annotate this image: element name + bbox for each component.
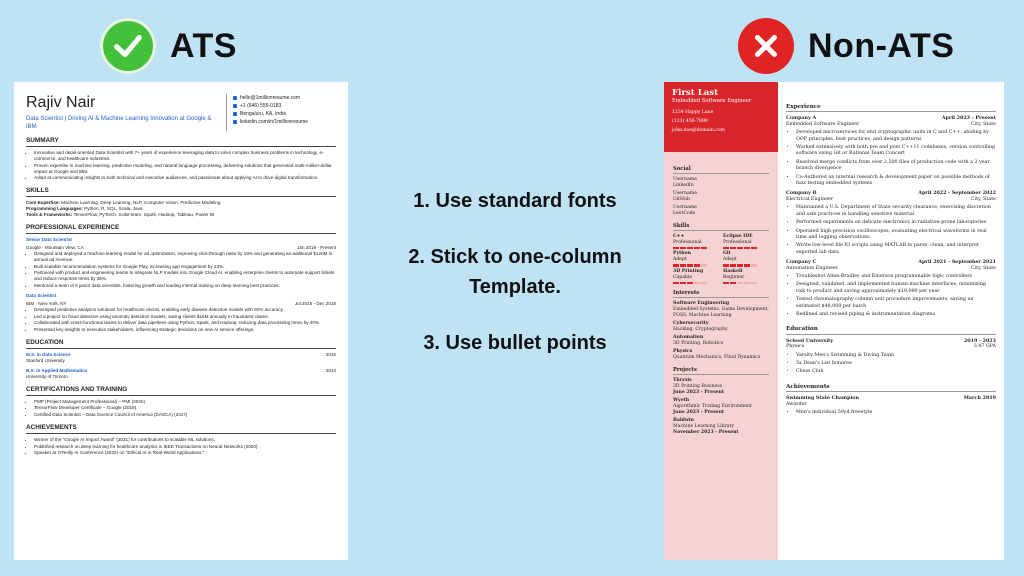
skills-heading: Skills	[673, 223, 769, 231]
skill-item: C++ Professional	[673, 234, 719, 249]
list-item: • Chess Club	[796, 369, 996, 375]
non-name: First Last	[672, 88, 719, 98]
non-ats-header	[738, 18, 954, 74]
skill-grid	[673, 234, 769, 284]
ats-title: ATS	[170, 26, 237, 65]
list-item: • TensorFlow Developer Certificate – Google (2019)	[34, 405, 336, 411]
ach-row: Swimming State Champion March 2019	[786, 395, 996, 402]
list-item: • Wrote low-level file IO scripts using MATLAB to parse, clean, and interpret exported lab data	[796, 243, 996, 256]
list-item: • Troubleshot Allen-Bradley and Emerson programmable logic controllers	[796, 274, 996, 280]
skill-level-bar	[673, 282, 719, 284]
job-title: Senior Data Scientist	[26, 237, 72, 243]
interest-item: Software Engineering Embedded Systems, Game Development, FOSS, Machine Learning	[673, 301, 769, 319]
cross-icon	[738, 18, 794, 74]
ach-bullets	[786, 410, 996, 416]
list-item: • Proven expertise in machine learning, predictive modeling, and natural language processing, delivering solutions that generated multi-million-dollar impact at Google and IBM.	[34, 163, 336, 175]
phone-row: +1 (646) 555-0183	[233, 102, 336, 110]
project-item: Thrysis 3D Printing Business June 2023 - Present	[673, 378, 725, 396]
list-item: • Certified Data Scientist – Data Science Council of America (DASCA) (2017)	[34, 412, 336, 418]
summary-list	[26, 150, 336, 181]
list-item: • Designed, validated, and implemented human-machine interfaces, minimizing risk to product and saving approximately $19,000 per year	[796, 282, 996, 295]
skill-item: Haskell Beginner	[723, 269, 769, 284]
list-item: • Co-Authored an internal research & development paper on possible methods of fuzz testing embedded systems	[796, 175, 996, 188]
job-item: Company B April 2022 - September 2022 Electrical Engineer City, State • Maintained a U.S. Department of State security clearance, exercising discretion and safe practices in handling sensitive material • Performed experiments on delicate electronics in radiation-prone laboratories • Operated high-precision oscilloscopes, evaluating electrical waveforms in real time and logging observations • Wrote low-level file IO scripts using MATLAB to parse, clean, and interpret exported lab data	[786, 190, 996, 256]
project-item: Baldwin Machine Learning Library November 2023 - Present	[673, 418, 739, 436]
non-role: Embedded Software Engineer	[672, 98, 752, 104]
job-item: Company C April 2021 - September 2021 Automation Engineer City, State • Troubleshot Allen-Bradley and Emerson programmable logic controllers • Designed, validated, and implemented human-machine interfaces, minimizing risk to product and saving approximately $19,000 per year • Tested chromatography column unit procedure improvements, saving an estimated $48,000 per batch • Redlined and revised piping & instrumentation diagrams	[786, 259, 996, 318]
ach-sub: Awarder	[786, 401, 807, 407]
skill-level-bar	[723, 264, 769, 266]
interests-heading: Interests	[673, 290, 769, 298]
non-ats-title: Non-ATS	[808, 26, 955, 65]
certs-list	[26, 399, 336, 418]
list-item: • Maintained a U.S. Department of State security clearance, exercising discretion and safe practices in handling sensitive material	[796, 205, 996, 218]
list-item: • Led a project on fraud detection using anomaly detection models, saving clients $15M annually in fraudulent claims.	[34, 314, 336, 320]
non-contact	[672, 108, 770, 135]
job-meta: IBM · New York, NY Jul 2015 - Dec 2018	[26, 300, 336, 306]
email-icon	[233, 96, 237, 100]
tips-list	[380, 186, 650, 384]
job-meta: Google · Mountain View, CA Jan 2019 - Present	[26, 245, 336, 251]
list-item: • Redlined and revised piping & instrumentation diagrams	[796, 312, 996, 318]
job-bullets	[26, 251, 336, 289]
list-item: • Varsity Men's Swimming & Diving Team	[796, 353, 996, 359]
list-item: • Mentored a team of 6 junior data scientists, fostering growth and leading internal training on deep learning best practices.	[34, 283, 336, 289]
interest-item: Automation 3D Printing, Robotics	[673, 335, 724, 347]
non-ats-resume	[664, 82, 1004, 560]
list-item: • Men's individual 50yd freestyle	[796, 410, 996, 416]
social-item: Username GitHub	[673, 191, 697, 202]
skill-row: Programming Languages: Python, R, SQL, Scala, Java	[26, 206, 143, 212]
interest-item: Physics Quantum Mechanics, Fluid Dynamics	[673, 349, 761, 361]
phone-icon	[233, 104, 237, 108]
skill-item: Git Adept	[723, 251, 769, 266]
edu-bullets	[786, 353, 996, 376]
edu-row: B.S. in Applied Mathematics 2013	[26, 367, 336, 373]
list-item: • Designed and deployed a machine learning model for ad optimization, improving click-through rates by 18% and generating an additional $120M in annual ad revenue.	[34, 251, 336, 263]
job-bullets	[26, 307, 336, 333]
ats-contact	[226, 94, 336, 131]
edu-school: Stanford University	[26, 357, 65, 363]
ats-resume	[14, 82, 348, 560]
tip-fonts: 1. Use standard fonts	[413, 190, 617, 212]
education-heading: EDUCATION	[26, 339, 336, 349]
skill-row: Core Expertise: Machine Learning, Deep Learning, NLP, Computer Vision, Predictive Modeling	[26, 200, 221, 206]
job-list	[786, 115, 996, 318]
ats-subtitle: Data Scientist | Driving AI & Machine Learning Innovation at Google & IBM	[26, 116, 212, 130]
certs-heading: CERTIFICATIONS AND TRAINING	[26, 386, 336, 396]
right-column	[786, 104, 996, 418]
education-heading: Education	[786, 326, 996, 334]
skill-item: Eclipse IDE Professional	[723, 234, 769, 249]
list-item: • Speaker at O'Reilly AI Conference (2022) on "Ethical AI in Real-World Applications."	[34, 450, 336, 456]
skill-item: Python Adept	[673, 251, 719, 266]
skill-level-bar	[723, 282, 769, 284]
address-row: 1234 Happy Lane	[672, 110, 714, 115]
project-item: Wyeth Algorithmic Trading Environment June 2023 - Present	[673, 398, 752, 416]
social-item: Username LinkedIn	[673, 177, 697, 188]
social-heading: Social	[673, 166, 769, 174]
list-item: • Innovative and detail-oriented Data Scientist with 7+ years of experience leveraging data to solve complex business problems in technology, e-commerce, and healthcare industries.	[34, 150, 336, 162]
job-title: Data Scientist	[26, 292, 57, 298]
ats-name: Rajiv Nair	[26, 94, 96, 111]
linkedin-icon	[233, 120, 237, 124]
experience-heading: PROFESSIONAL EXPERIENCE	[26, 224, 336, 234]
list-item: • Worked extensively with both pre and post C++11 codebases, version controlling software using Git or Rational Team Concert	[796, 145, 996, 158]
achievements-list	[26, 437, 336, 456]
list-item: • Developed microservices for end cryptographic units in C and C++, abiding by OOP principles, best practices, and design patterns	[796, 130, 996, 143]
location-row: Bengaluru, KA, India	[233, 110, 336, 118]
list-item: • Collaborated with cross-functional teams to deliver data pipelines using Python, Spark, and Hadoop, reducing data processing times by 40%.	[34, 320, 336, 326]
location-icon	[233, 112, 237, 116]
edu-school: University of Toronto	[26, 373, 68, 379]
email-row: hello@1millionresume.com	[233, 94, 336, 102]
tip-bullets: 3. Use bullet points	[423, 332, 607, 354]
skills-heading: SKILLS	[26, 187, 336, 197]
red-header	[664, 82, 778, 152]
phone-row: (123) 456-7890	[672, 119, 708, 124]
edu-row: M.S. in Data Science 2015	[26, 351, 336, 357]
linkedin-row: linkedin.com/in/1millionresume	[233, 118, 336, 126]
list-item: • Developed predictive analytics solutions for healthcare clients, enabling early disease detection models with 92% accuracy.	[34, 307, 336, 313]
skill-level-bar	[723, 247, 769, 249]
list-item: • Partnered with product and engineering teams to integrate NLP models into Google Cloud AI, enabling enterprise clients to automate support tickets and reduce response times by 35%.	[34, 270, 336, 282]
list-item: • Adept at communicating insights to both technical and executive audiences, and passionate about applying AI to drive digital transformation.	[34, 175, 336, 181]
list-item: • 5x Dean's List honoree	[796, 361, 996, 367]
achievements-heading: ACHIEVEMENTS	[26, 424, 336, 434]
list-item: • PMP (Project Management Professional) – PMI (2020)	[34, 399, 336, 405]
left-column	[664, 82, 778, 560]
tip-one-column: 2. Stick to one-column Template.	[408, 246, 622, 298]
social-item: Username LeetCode	[673, 205, 697, 216]
achievements-heading: Achievements	[786, 384, 996, 392]
edu-row: Physics 3.47 GPA	[786, 344, 996, 350]
list-item: • Published research on deep learning for healthcare analytics in IEEE Transactions on Neural Networks (2020).	[34, 444, 336, 450]
skill-row: Tools & Frameworks: TensorFlow, PyTorch, Scikit-learn, Spark, Hadoop, Tableau, Power BI	[26, 212, 215, 218]
check-icon	[100, 18, 156, 74]
list-item: • Resolved merge conflicts from over 2,500 files of production code with a 2 year branch divergence	[796, 160, 996, 173]
email-row: john.doe@domain.com	[672, 128, 725, 133]
projects-heading: Projects	[673, 367, 769, 375]
experience-heading: Experience	[786, 104, 996, 112]
interest-item: Cybersecurity Hacking, Cryptography	[673, 321, 728, 333]
list-item: • Tested chromatography column unit procedure improvements, saving an estimated $48,000 per batch	[796, 297, 996, 310]
list-item: • Presented key insights to executive stakeholders, influencing strategic decisions on new AI service offerings.	[34, 327, 336, 333]
summary-heading: SUMMARY	[26, 137, 336, 147]
edu-row: School University 2019 - 2023	[786, 337, 996, 344]
list-item: • Winner of the "Google AI Impact Award" (2021) for contributions to scalable ML solutions.	[34, 437, 336, 443]
job-item: Company A April 2023 - Present Embedded Software Engineer City, State • Developed microservices for end cryptographic units in C and C++, abiding by OOP principles, best practices, and design patterns • Worked extensively with both pre and post C++11 codebases, version controlling software using Git or Rational Team Concert • Resolved merge conflicts from over 2,500 files of production code with a 2 year branch divergence • Co-Authored an internal research & development paper on possible methods of fuzz testing embedded systems	[786, 115, 996, 187]
skill-level-bar	[673, 247, 719, 249]
list-item: • Built scalable recommendation systems for Google Play, increasing app engagement by 23%.	[34, 264, 336, 270]
skill-item: 3D Printing Capable	[673, 269, 719, 284]
list-item: • Performed experiments on delicate electronics in radiation-prone laboratories	[796, 220, 996, 226]
skill-level-bar	[673, 264, 719, 266]
list-item: • Operated high-precision oscilloscopes, evaluating electrical waveforms in real time and logging observations	[796, 229, 996, 242]
ats-header	[100, 18, 237, 74]
